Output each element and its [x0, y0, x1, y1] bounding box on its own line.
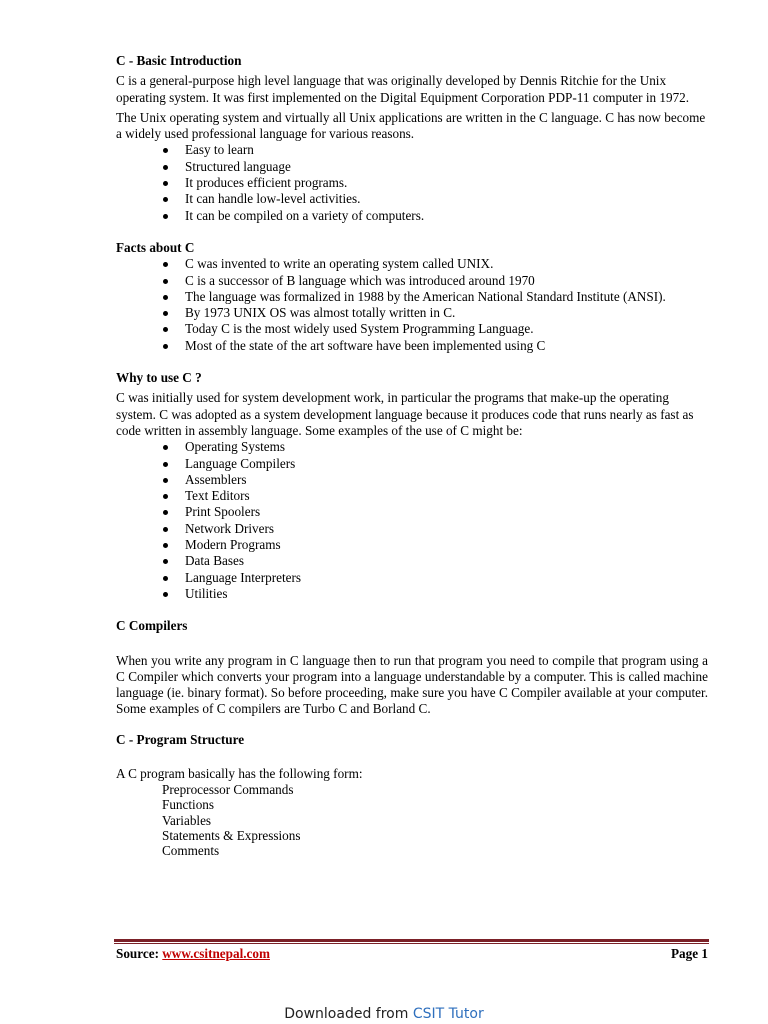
- bullet-icon: [163, 197, 168, 202]
- heading-facts: Facts about C: [116, 239, 195, 255]
- bullet-icon: [163, 165, 168, 170]
- why-paragraph: C was initially used for system development work, in particular the programs that make-up the operating system. C was adopted as a system development language because it produces code that runs nearly as fast as code written in assembly language. Some examples of the use of C might be:: [116, 390, 694, 438]
- list-item: It can handle low-level activities.: [116, 191, 708, 207]
- list-item: Most of the state of the art software have been implemented using C: [116, 338, 708, 354]
- list-item: Operating Systems: [116, 439, 708, 455]
- bullet-icon: [163, 462, 168, 467]
- list-item: By 1973 UNIX OS was almost totally written in C.: [116, 305, 708, 321]
- list-item: Functions: [162, 797, 215, 813]
- list-item: Network Drivers: [116, 521, 708, 537]
- intro-paragraph-1: C is a general-purpose high level language that was originally developed by Dennis Ritchie for the Unix operating system. It was first implemented on the Digital Equipment Corporation PDP-11 computer in 1972.: [116, 73, 690, 105]
- heading-structure: C - Program Structure: [116, 731, 245, 747]
- list-item: Preprocessor Commands: [162, 782, 294, 798]
- list-item: C is a successor of B language which was introduced around 1970: [116, 273, 708, 289]
- list-item: Statements & Expressions: [162, 827, 301, 843]
- list-item: It can be compiled on a variety of computers.: [116, 208, 708, 224]
- list-item: It produces efficient programs.: [116, 175, 708, 191]
- bullet-icon: [163, 527, 168, 532]
- list-item: Text Editors: [116, 488, 708, 504]
- list-item: Print Spoolers: [116, 504, 708, 520]
- page-footer: [116, 946, 708, 962]
- list-item: Data Bases: [116, 553, 708, 569]
- bullet-icon: [163, 543, 168, 548]
- list-item: Today C is the most widely used System Programming Language.: [116, 321, 708, 337]
- footer-divider-thick: [114, 939, 709, 942]
- download-prefix: Downloaded from: [284, 1006, 409, 1022]
- structure-paragraph: A C program basically has the following form:: [116, 765, 363, 781]
- compilers-paragraph: When you write any program in C language then to run that program you need to compile that program using a C Compiler which converts your program into a language understandable by a computer. This is called machine language (ie. binary format). So before proceeding, make sure you have C Compiler available at your computer. Some examples of C compilers are Turbo C and Borland C.: [116, 652, 708, 717]
- download-banner: [0, 1006, 768, 1022]
- list-item: Structured language: [116, 159, 708, 175]
- bullet-icon: [163, 295, 168, 300]
- bullet-icon: [163, 214, 168, 219]
- document-page: [116, 53, 708, 858]
- list-item: Comments: [162, 843, 220, 859]
- bullet-icon: [163, 510, 168, 515]
- download-brand-link[interactable]: CSIT Tutor: [412, 1006, 484, 1022]
- bullet-icon: [163, 327, 168, 332]
- footer-divider-thin: [114, 943, 709, 944]
- bullet-icon: [163, 148, 168, 153]
- list-item: Language Interpreters: [116, 570, 708, 586]
- list-item: Language Compilers: [116, 456, 708, 472]
- footer-source: [116, 946, 270, 962]
- bullet-icon: [163, 344, 168, 349]
- list-item: Modern Programs: [116, 537, 708, 553]
- bullet-icon: [163, 478, 168, 483]
- bullet-icon: [163, 311, 168, 316]
- bullet-icon: [163, 559, 168, 564]
- bullet-icon: [163, 445, 168, 450]
- bullet-icon: [163, 279, 168, 284]
- heading-why: Why to use C ?: [116, 370, 202, 386]
- heading-compilers: C Compilers: [116, 618, 188, 634]
- heading-intro: C - Basic Introduction: [116, 53, 242, 68]
- list-item: Utilities: [116, 586, 708, 602]
- why-bullet-list: [116, 439, 708, 602]
- list-item: C was invented to write an operating system called UNIX.: [116, 256, 708, 272]
- list-item: Easy to learn: [116, 142, 708, 158]
- footer-source-label: Source:: [116, 946, 159, 961]
- bullet-icon: [163, 576, 168, 581]
- facts-bullet-list: [116, 256, 708, 354]
- bullet-icon: [163, 494, 168, 499]
- bullet-icon: [163, 592, 168, 597]
- page-number: Page 1: [671, 946, 708, 961]
- list-item: Variables: [162, 812, 212, 828]
- bullet-icon: [163, 181, 168, 186]
- intro-bullet-list: [116, 142, 708, 223]
- list-item: Assemblers: [116, 472, 708, 488]
- intro-paragraph-2: The Unix operating system and virtually all Unix applications are written in the C language. C has now become a widely used professional language for various reasons.: [116, 109, 706, 142]
- list-item: The language was formalized in 1988 by the American National Standard Institute (ANSI).: [116, 289, 708, 305]
- footer-source-link[interactable]: www.csitnepal.com: [162, 946, 270, 961]
- bullet-icon: [163, 262, 168, 267]
- structure-list: [116, 782, 708, 858]
